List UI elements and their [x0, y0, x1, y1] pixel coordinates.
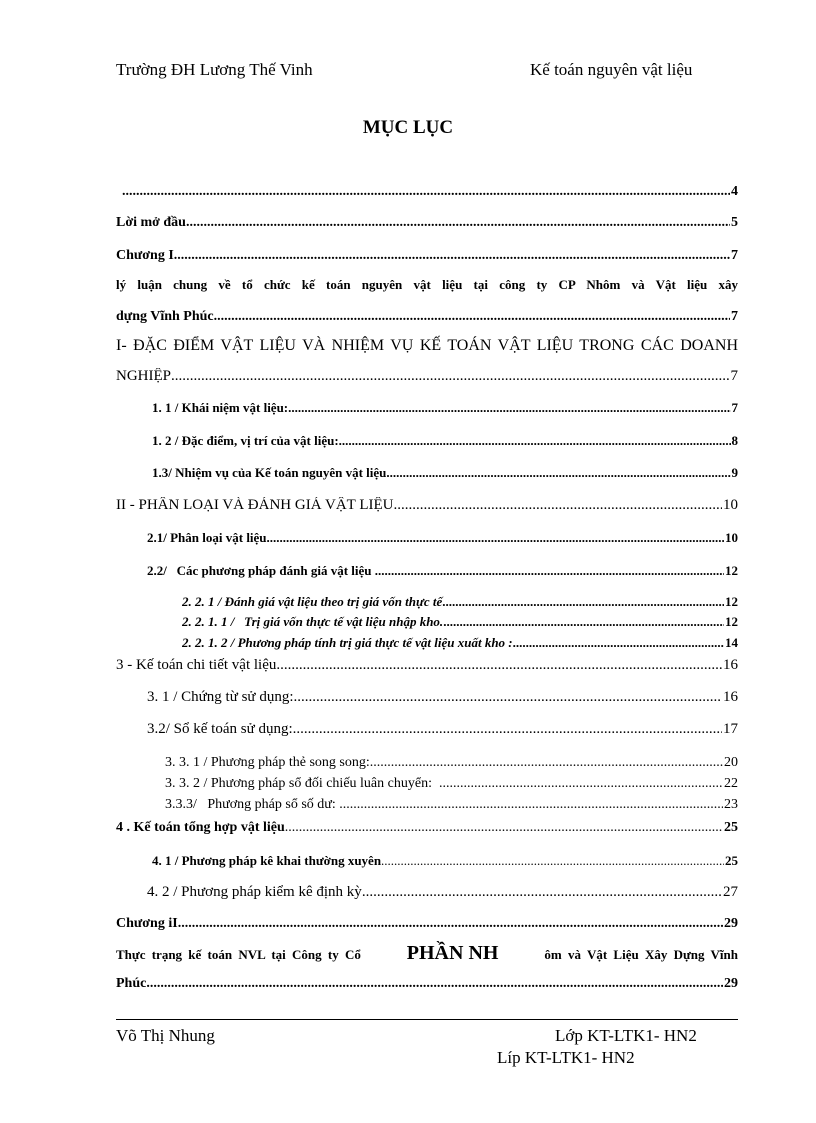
toc-entry-page: 10	[723, 497, 738, 513]
page-title: MỤC LỤC	[362, 117, 454, 138]
toc-entry-text: 2. 2. 1. 2 / Phương pháp tính trị giá thực tế vật liệu xuất kho :	[182, 635, 513, 650]
toc-entry-text: Phúc	[116, 976, 147, 991]
toc-leader	[293, 721, 722, 738]
toc-leader	[443, 614, 724, 630]
toc-entry-text-line1a: Thực trạng kế toán NVL tại Công ty Cổ	[116, 947, 361, 962]
toc-entry-text: 3. 1 / Chứng từ sử dụng:	[147, 689, 294, 705]
toc-entry-page: 12	[725, 614, 738, 629]
toc-entry-20[interactable]	[116, 820, 738, 836]
toc-entry-page: 7	[731, 400, 738, 415]
toc-entry-text: 3. 3. 1 / Phương pháp thẻ song song:	[165, 755, 370, 770]
toc-entry-6[interactable]	[152, 433, 738, 449]
toc-entry-22[interactable]	[147, 884, 738, 901]
toc-leader	[293, 689, 722, 706]
toc-entry-page: 14	[725, 635, 738, 650]
toc-entry-15[interactable]	[147, 689, 738, 706]
toc-entry-10[interactable]	[147, 563, 738, 579]
toc-entry-page: 12	[725, 563, 738, 578]
toc-entry-13[interactable]	[182, 635, 738, 651]
toc-leader	[178, 916, 723, 932]
toc-entry-11[interactable]	[182, 594, 738, 610]
toc-leader	[442, 594, 724, 610]
toc-leader	[171, 368, 730, 385]
footer-divider	[116, 1019, 738, 1020]
toc-entry-text: 3. 3. 2 / Phương pháp sổ đối chiếu luân chuyển:	[165, 776, 439, 791]
toc-entry-text: 2. 2. 1. 1 / Trị giá vốn thực tế vật liệu nhập kho.	[182, 614, 444, 629]
toc-entry-text: 4 . Kế toán tổng hợp vật liệu	[116, 820, 285, 835]
toc-entry-page: 8	[731, 433, 738, 448]
toc-entry-page: 27	[723, 884, 738, 900]
toc-entry-text: 1. 1 / Khái niệm vật liệu:	[152, 400, 289, 415]
toc-entry-7[interactable]	[152, 465, 738, 481]
toc-entry-5[interactable]	[152, 400, 738, 416]
toc-leader	[214, 309, 730, 325]
toc-entry-page: 20	[724, 755, 738, 770]
toc-entry-page: 5	[731, 215, 738, 230]
toc-entry-text-line1-big: PHẦN NH	[406, 942, 499, 964]
toc-leader	[439, 776, 723, 792]
toc-entry-4-cont[interactable]	[116, 368, 738, 385]
toc-leader	[285, 820, 723, 836]
toc-entry-9[interactable]	[147, 530, 738, 546]
toc-entry-text: Lời mở đầu	[116, 215, 186, 230]
toc-leader	[174, 248, 730, 264]
toc-entry-text: dựng Vĩnh Phúc	[116, 309, 214, 324]
toc-leader	[186, 215, 730, 231]
toc-entry-page: 29	[724, 916, 738, 931]
toc-entry-page: 29	[724, 976, 738, 991]
toc-entry-18[interactable]	[165, 776, 738, 792]
toc-entry-21[interactable]	[152, 853, 738, 869]
header-subject: Kế toán nguyên vật liệu	[530, 60, 693, 79]
toc-entry-text: 3.2/ Sổ kế toán sử dụng:	[147, 721, 293, 737]
toc-entry-text: II - PHÂN LOẠI VÀ ĐÁNH GIÁ VẬT LIỆU	[116, 497, 394, 513]
toc-entry-8[interactable]	[116, 497, 738, 514]
toc-entry-24[interactable]	[116, 942, 738, 965]
toc-entry-page: 23	[724, 797, 738, 812]
toc-leader	[375, 563, 724, 579]
toc-entry-1[interactable]	[116, 215, 738, 231]
toc-entry-page: 9	[731, 465, 738, 480]
toc-entry-19[interactable]	[165, 797, 738, 813]
toc-entry-page: 10	[725, 530, 738, 545]
toc-leader	[339, 797, 723, 813]
toc-entry-0[interactable]	[116, 184, 738, 200]
toc-entry-page: 25	[725, 853, 738, 868]
toc-entry-text: Chương iI	[116, 916, 178, 931]
toc-leader	[288, 400, 730, 416]
toc-entry-text: 1. 2 / Đặc điểm, vị trí của vật liệu:	[152, 433, 339, 448]
toc-entry-page: 7	[730, 368, 738, 384]
toc-entry-text: 4. 2 / Phương pháp kiểm kê định kỳ	[147, 884, 362, 900]
toc-entry-3[interactable]	[116, 277, 738, 293]
toc-entry-page: 25	[724, 820, 738, 835]
toc-leader	[122, 184, 730, 200]
toc-entry-24-cont[interactable]	[116, 976, 738, 992]
toc-leader	[370, 755, 723, 771]
toc-entry-page: 16	[723, 689, 738, 705]
toc-entry-text: 2. 2. 1 / Đánh giá vật liệu theo trị giá vốn thực tế	[182, 594, 443, 609]
footer-class-primary: Lớp KT-LTK1- HN2	[555, 1026, 697, 1045]
toc-leader	[267, 530, 724, 546]
toc-entry-text-line1: I- ĐẶC ĐIỂM VẬT LIỆU VÀ NHIỆM VỤ KẾ TOÁN VẬT LIỆU TRONG CÁC DOANH	[116, 337, 738, 354]
toc-entry-2[interactable]	[116, 248, 738, 264]
toc-leader	[339, 433, 731, 449]
toc-entry-text: 3 - Kế toán chi tiết vật liệu	[116, 657, 277, 673]
toc-entry-page: 4	[731, 184, 738, 199]
toc-entry-3-cont[interactable]	[116, 309, 738, 325]
toc-entry-17[interactable]	[165, 755, 738, 771]
toc-entry-text-line1b: ôm và Vật Liệu Xây Dựng Vĩnh	[544, 947, 738, 962]
toc-entry-text: 1.3/ Nhiệm vụ của Kế toán nguyên vật liệu	[152, 465, 387, 480]
toc-entry-23[interactable]	[116, 916, 738, 932]
toc-leader	[386, 465, 730, 481]
toc-leader	[381, 853, 724, 869]
footer-class-secondary: Líp KT-LTK1- HN2	[497, 1048, 635, 1067]
toc-entry-text: 2.1/ Phân loại vật liệu	[147, 530, 267, 545]
toc-entry-16[interactable]	[147, 721, 738, 738]
toc-entry-text: NGHIỆP	[116, 368, 171, 384]
footer-author: Võ Thị Nhung	[116, 1026, 215, 1045]
toc-entry-text: 2.2/ Các phương pháp đánh giá vật liệu	[147, 563, 375, 578]
toc-leader	[513, 635, 724, 651]
toc-entry-14[interactable]	[116, 657, 738, 674]
toc-leader	[276, 657, 722, 674]
toc-entry-page: 7	[731, 248, 738, 263]
toc-entry-page: 7	[731, 309, 738, 324]
toc-leader	[146, 976, 723, 992]
toc-entry-12[interactable]	[182, 614, 738, 630]
toc-entry-page: 12	[725, 594, 738, 609]
toc-leader	[393, 497, 722, 514]
toc-entry-text: Chương I	[116, 248, 174, 263]
toc-leader	[362, 884, 722, 901]
toc-entry-4[interactable]	[116, 337, 738, 355]
toc-entry-page: 17	[723, 721, 738, 737]
toc-entry-page: 22	[724, 776, 738, 791]
toc-entry-text: 3.3.3/ Phương pháp sổ số dư:	[165, 797, 340, 812]
toc-entry-text: 4. 1 / Phương pháp kê khai thường xuyên	[152, 853, 382, 868]
toc-entry-text-line1: lý luận chung về tổ chức kế toán nguyên vật liệu tại công ty CP Nhôm và Vật liệu xây	[116, 277, 738, 292]
header-school: Trường ĐH Lương Thế Vinh	[116, 60, 313, 79]
toc-entry-page: 16	[723, 657, 738, 673]
